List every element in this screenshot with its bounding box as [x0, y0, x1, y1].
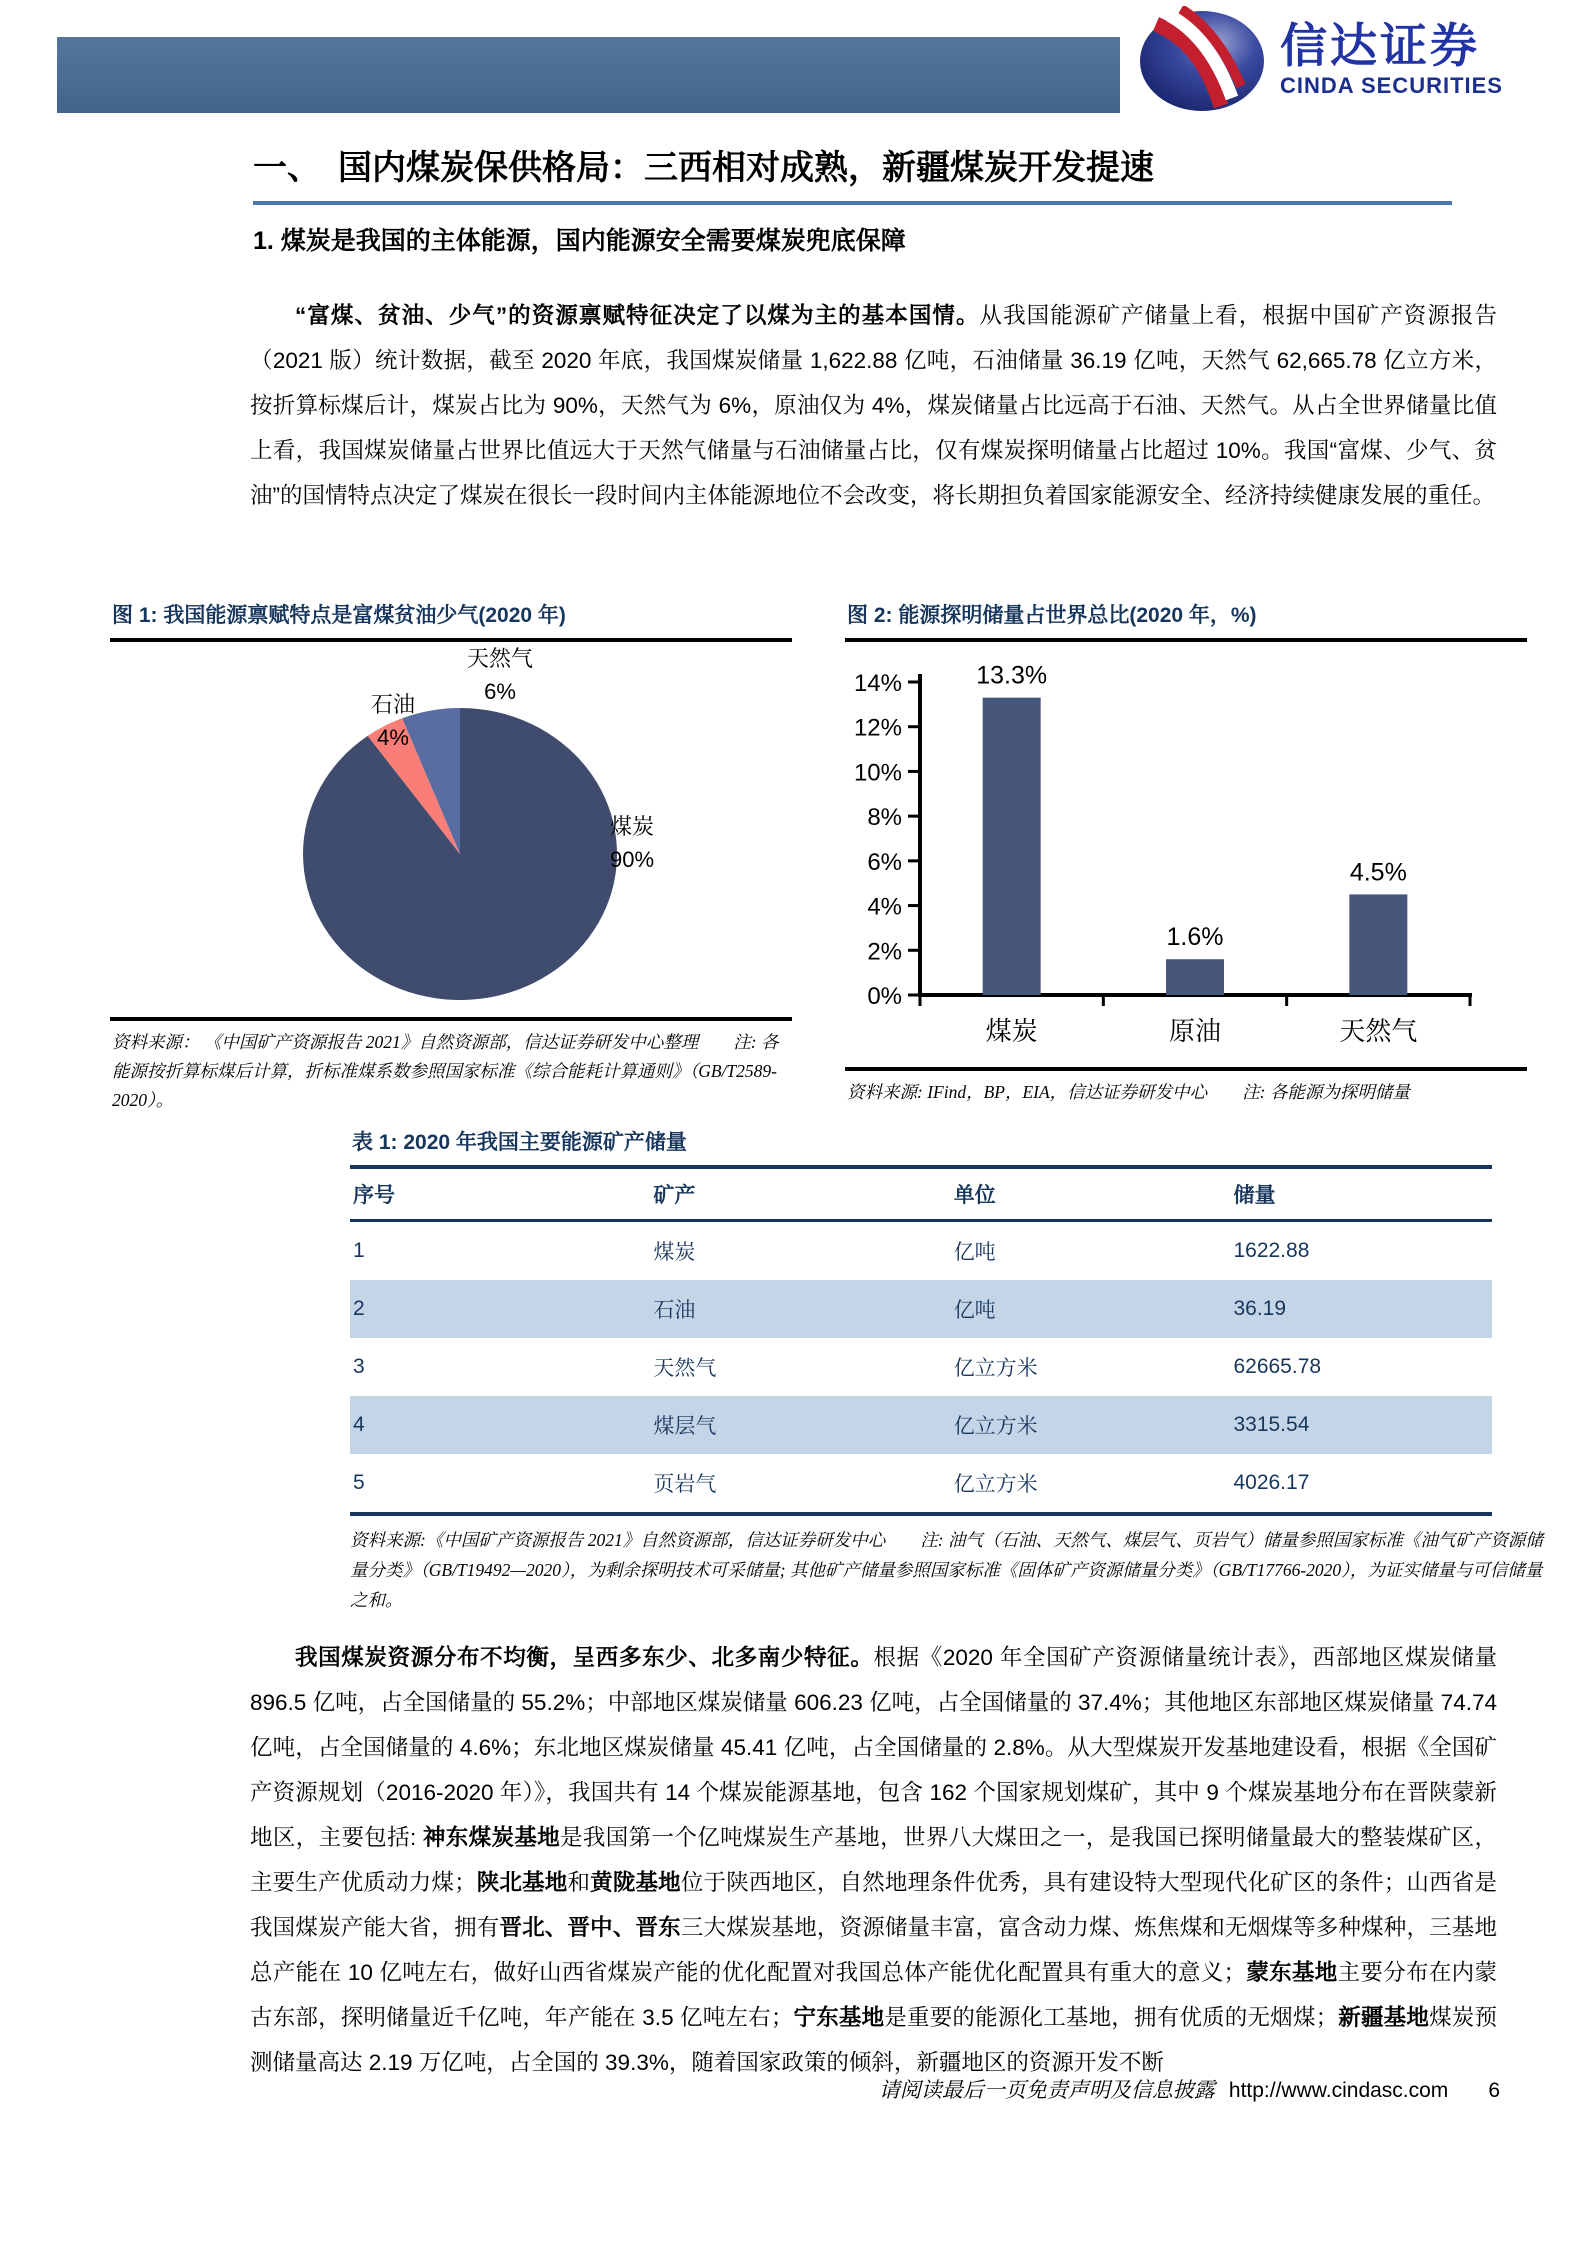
header-color-bar: [57, 37, 1120, 113]
pie-label-oil-value: 4%: [377, 725, 409, 750]
table-cell: 煤炭: [653, 1241, 696, 1264]
pie-label-coal-name: 煤炭: [609, 814, 654, 839]
column-header-mineral: 矿产: [650, 1167, 950, 1221]
table-cell: 亿吨: [953, 1241, 996, 1264]
pie-label-coal-value: 90%: [609, 847, 655, 872]
figure-2-source-note: 资料来源: IFind，BP，EIA，信达证券研发中心 注: 各能源为探明储量: [845, 1067, 1527, 1107]
pie-label-gas: [435, 642, 565, 708]
table-cell: 1622.88: [1233, 1239, 1310, 1262]
cinda-logo-mark: [1136, 6, 1268, 114]
bar-category-label: 煤炭: [985, 1016, 1038, 1046]
table-row: [350, 1396, 1492, 1454]
text-segment: 和: [567, 1869, 591, 1895]
table-cell: 亿立方米: [953, 1415, 1038, 1438]
table-row: [350, 1338, 1492, 1396]
section-heading: 一、 国内煤炭保供格局：三西相对成熟，新疆煤炭开发提速: [253, 149, 1154, 187]
subsection-heading: 1. 煤炭是我国的主体能源，国内能源安全需要煤炭兜底保障: [253, 227, 906, 255]
table-cell: 4: [353, 1413, 365, 1436]
column-header-unit: 单位: [951, 1167, 1231, 1221]
y-tick-label: 14%: [853, 670, 902, 697]
y-tick-label: 0%: [867, 983, 902, 1010]
table-header-row: [350, 1167, 1492, 1221]
text-segment: 黄陇基地: [590, 1869, 681, 1895]
table-1: [350, 1165, 1492, 1516]
bar-value-label: 4.5%: [1349, 858, 1407, 887]
figure-1-pie: [110, 597, 792, 1115]
brand-name-en: CINDA SECURITIES: [1280, 72, 1503, 98]
figure-1-title: 图 1: 我国能源禀赋特点是富煤贫油少气(2020 年): [110, 597, 792, 642]
footer-disclaimer: 请阅读最后一页免责声明及信息披露: [878, 2078, 1215, 2102]
text-segment: 我国煤炭资源分布不均衡，呈西多东少、北多南少特征。: [295, 1644, 874, 1670]
y-tick-label: 10%: [853, 759, 902, 787]
table-body: [350, 1221, 1492, 1515]
table-row: [350, 1454, 1492, 1514]
page-footer: [250, 2074, 1500, 2104]
table-cell: 62665.78: [1233, 1355, 1322, 1378]
table-cell: 石油: [653, 1299, 696, 1322]
table-cell: 1: [353, 1239, 365, 1262]
text-segment: 是我国第一个亿吨煤炭生产基地，世界八大煤田之一，是我国已探明储量最大的整装煤矿区，主要生产优质动力煤；: [250, 1824, 1497, 1895]
y-tick-label: 8%: [867, 804, 902, 832]
brand-name: [1280, 21, 1503, 98]
figure-2-chart-area: [845, 642, 1527, 1067]
text-segment: 从我国能源矿产储量上看，根据中国矿产资源报告（2021 版）统计数据，截至 2020 年底，我国煤炭储量 1,622.88 亿吨，石油储量 36.19 亿吨，天然气 62,665.78 亿立方米，按折算标煤后计，煤炭占比为 90%，天然气为 6%，原油仅为 4%，煤炭储量占比远高于石油、天然气。从占全世界储量比值上看，我国煤炭储量占世界比值远大于天然气储量与石油储量占比，仅有煤炭探明储量占比超过 10%。我国“富煤、少气、贫油”的国情特点决定了煤炭在很长一段时间内主体能源地位不会改变，将长期担负着国家能源安全、经济持续健康发展的重任。: [250, 302, 1497, 508]
column-header-index: 序号: [350, 1167, 650, 1221]
table-cell: 4026.17: [1233, 1471, 1310, 1494]
text-segment: 神东煤炭基地: [422, 1824, 561, 1850]
pie-label-gas-name: 天然气: [466, 646, 533, 671]
text-segment: 根据《2020 年全国矿产资源储量统计表》，西部地区煤炭储量 896.5 亿吨，占全国储量的 55.2%；中部地区煤炭储量 606.23 亿吨，占全国储量的 37.4%；其他地区东部地区煤炭储量 74.74 亿吨，占全国储量的 4.6%；东北地区煤炭储量 45.41 亿吨，占全国储量的 2.8%。从大型煤炭开发基地建设看，根据《全国矿产资源规划（2016-2020 年）》，我国共有 14 个煤炭能源基地，包含 162 个国家规划煤矿，其中 9 个煤炭基地分布在晋陕蒙新地区，主要包括:: [250, 1644, 1497, 1850]
bar-value-label: 1.6%: [1166, 923, 1224, 952]
text-segment: 蒙东基地: [1246, 1959, 1338, 1985]
table-1-title: 表 1: 2020 年我国主要能源矿产储量: [352, 1131, 687, 1154]
figure-2-bar: [845, 597, 1527, 1107]
figure-1-source-note: 资料来源： 《中国矿产资源报告 2021》自然资源部，信达证券研发中心整理 注: 各能源按折算标煤后计算，折标准煤系数参照国家标准《综合能耗计算通则》（GB/T2589-2020）。: [110, 1017, 792, 1115]
text-segment: 煤炭预测储量高达 2.19 万亿吨，占全国的 39.3%，随着国家政策的倾斜，新疆地区的资源开发不断: [250, 2004, 1497, 2075]
footer-url-link[interactable]: http://www.cindasc.com: [1228, 2079, 1449, 2102]
text-segment: “富煤、贫油、少气”的资源禀赋特征决定了以煤为主的基本国情。: [295, 302, 980, 328]
table-1-source-note: 资料来源:《中国矿产资源报告 2021》自然资源部，信达证券研发中心 注: 油气（石油、天然气、煤层气、页岩气）储量参照国家标准《油气矿产资源储量分类》（GB/T19492—2020），为剩余探明技术可采储量; 其他矿产储量参照国家标准《固体矿产资源储量分类》（GB/T17766-2020），为证实储量与可信储量之和。: [350, 1530, 1543, 1610]
table-cell: 页岩气: [653, 1473, 717, 1496]
paragraph-coal-distribution: [250, 1635, 1497, 2085]
table-cell: 3: [353, 1355, 365, 1378]
table-cell: 亿立方米: [953, 1473, 1038, 1496]
bar-1: [1166, 959, 1224, 995]
figure-2-title: 图 2: 能源探明储量占世界总比(2020 年，%): [845, 597, 1527, 642]
bar-category-label: 天然气: [1339, 1016, 1418, 1046]
table-cell: 5: [353, 1471, 365, 1494]
text-segment: 晋北、晋中、晋东: [499, 1914, 681, 1940]
bar-chart: [845, 642, 1527, 1067]
page-number: 6: [1488, 2079, 1500, 2102]
brand-logo: [1136, 6, 1503, 114]
y-tick-label: 2%: [867, 938, 902, 966]
pie-label-gas-value: 6%: [484, 679, 516, 704]
column-header-reserve: 储量: [1230, 1167, 1492, 1221]
pie-label-oil-name: 石油: [370, 692, 415, 717]
bar-0: [983, 698, 1041, 995]
text-segment: 陕北基地: [476, 1869, 568, 1895]
text-segment: 是重要的能源化工基地，拥有优质的无烟煤；: [884, 2004, 1339, 2030]
table-1-block: [350, 1126, 1543, 1615]
table-cell: 36.19: [1233, 1297, 1287, 1320]
y-tick-label: 4%: [867, 893, 902, 921]
table-cell: 煤层气: [653, 1415, 717, 1438]
table-cell: 亿吨: [953, 1299, 996, 1322]
y-tick-label: 6%: [867, 848, 902, 876]
table-cell: 天然气: [653, 1357, 717, 1380]
text-segment: 新疆基地: [1338, 2004, 1430, 2030]
paragraph-energy-endowment: [250, 293, 1497, 518]
text-segment: 位于陕西地区，自然地理条件优秀，具有建设特大型现代化矿区的条件；山西省是我国煤炭产能大省，拥有: [250, 1869, 1497, 1940]
table-cell: 2: [353, 1297, 365, 1320]
table-row: [350, 1280, 1492, 1338]
y-tick-label: 12%: [853, 714, 902, 742]
bar-2: [1349, 894, 1407, 995]
pie-label-oil: [343, 688, 443, 754]
bar-category-label: 原油: [1168, 1016, 1222, 1046]
figure-1-chart-area: [110, 642, 792, 1017]
pie-label-coal: [576, 810, 688, 876]
table-cell: 亿立方米: [953, 1357, 1038, 1380]
table-row: [350, 1221, 1492, 1281]
table-cell: 3315.54: [1233, 1413, 1310, 1436]
heading-divider: [253, 201, 1452, 205]
text-segment: 宁东基地: [793, 2004, 885, 2030]
text-segment: 三大煤炭基地，资源储量丰富，富含动力煤、炼焦煤和无烟煤等多种煤种，三基地总产能在 10 亿吨左右，做好山西省煤炭产能的优化配置对我国总体产能优化配置具有重大的意义；: [250, 1914, 1497, 1985]
bar-value-label: 13.3%: [976, 661, 1048, 690]
text-segment: 主要分布在内蒙古东部，探明储量近千亿吨，年产能在 3.5 亿吨左右；: [250, 1959, 1497, 2030]
brand-name-cn: 信达证券: [1280, 19, 1480, 73]
